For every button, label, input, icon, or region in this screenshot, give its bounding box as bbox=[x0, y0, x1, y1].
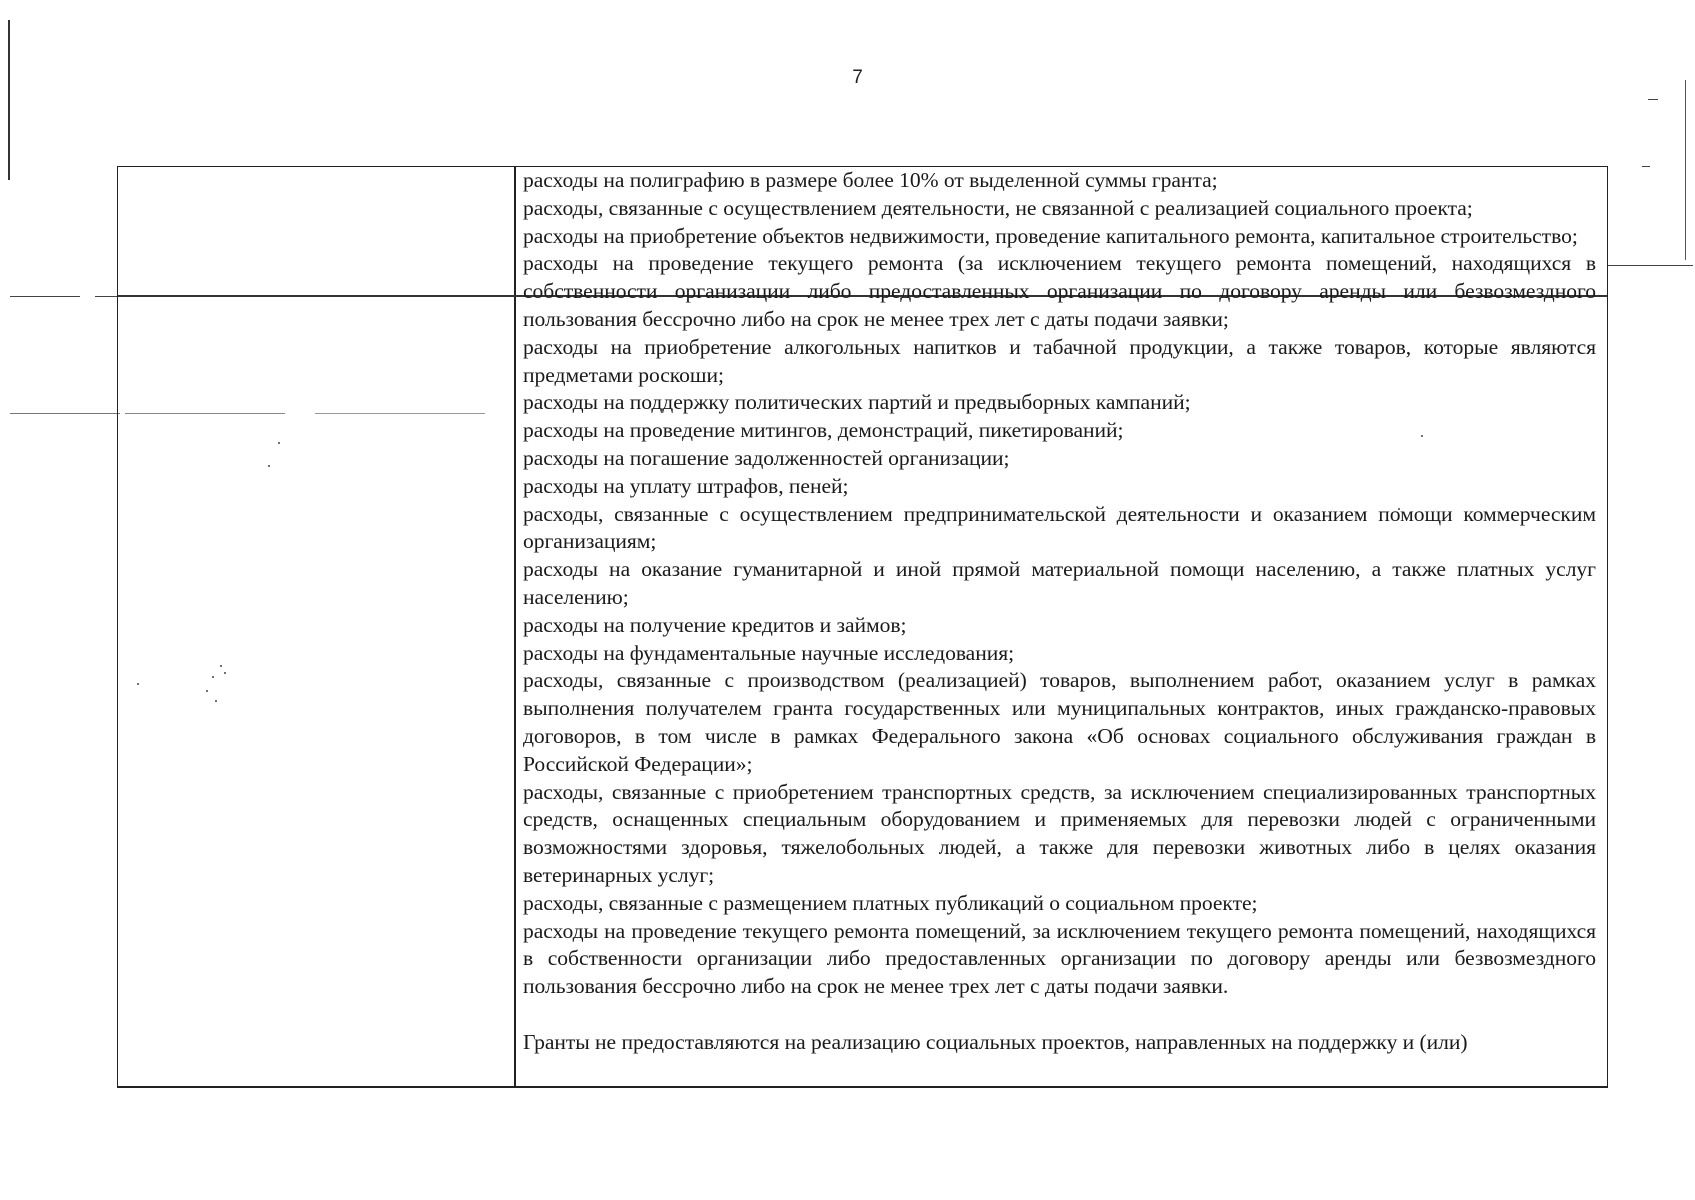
list-item: расходы, связанные с приобретением транспортных средств, за исключением специализированных транспортных средств, оснащенных специальным оборудованием и применяемых для перевозки людей с ограниченными возможностями здоровья, тяжелобольных людей, а также для перевозки животных либо в целях оказания ветеринарных услуг; bbox=[523, 779, 1596, 887]
table-left-cell bbox=[118, 167, 514, 1086]
list-item: расходы, связанные с производством (реализацией) товаров, выполнением работ, оказанием услуг в рамках выполнения получателем гранта государственных или муниципальных контрактов, иных гражданско-правовых договоров, в том числе в рамках Федерального закона «Об основах социального обслуживания граждан в Российской Федерации»; bbox=[523, 668, 1596, 776]
list-item: расходы на оказание гуманитарной и иной прямой материальной помощи населению, а также платных услуг населению; bbox=[523, 557, 1596, 609]
list-item: расходы на проведение текущего ремонта помещений, за исключением текущего ремонта помещений, находящихся в собственности организации либо предоставленных организации по договору аренды или безвозмездного пользования бессрочно либо на срок не менее трех лет с даты подачи заявки. bbox=[523, 918, 1596, 999]
scan-artifact bbox=[1608, 265, 1693, 266]
table-right-cell bbox=[523, 167, 1596, 1086]
list-item: расходы на полиграфию в размере более 10% от выделенной суммы гранта; bbox=[523, 168, 1218, 192]
closing-paragraph: Гранты не предоставляются на реализацию социальных проектов, направленных на поддержку и (или) bbox=[523, 1029, 1468, 1054]
list-item: расходы, связанные с осуществлением предпринимательской деятельности и оказанием помощи коммерческим организациям; bbox=[523, 501, 1596, 554]
scan-artifact bbox=[1648, 99, 1658, 100]
scan-edge-line bbox=[1685, 80, 1686, 260]
scan-edge-line bbox=[8, 20, 10, 180]
scan-artifact bbox=[95, 296, 117, 297]
page-number: 7 bbox=[852, 67, 863, 88]
scan-artifact bbox=[1642, 166, 1650, 167]
list-item: расходы на проведение митингов, демонстраций, пикетирований; bbox=[523, 418, 1124, 443]
table-column-divider bbox=[514, 167, 516, 1086]
list-item: расходы на погашение задолженностей организации; bbox=[523, 445, 1010, 470]
list-item: расходы на поддержку политических партий и предвыборных кампаний; bbox=[523, 390, 1191, 415]
scan-artifact bbox=[10, 413, 120, 414]
list-item: расходы на получение кредитов и займов; bbox=[523, 612, 907, 637]
paragraph-gap bbox=[523, 1001, 1596, 1029]
list-item: расходы, связанные с осуществлением деятельности, не связанной с реализацией социального проекта; bbox=[523, 195, 1473, 220]
document-table bbox=[117, 166, 1608, 1088]
list-item: расходы на проведение текущего ремонта (за исключением текущего ремонта помещений, находящихся в собственности организации либо предоставленных организации по договору аренды или безвозмездного пользования бессрочно либо на срок не менее трех лет с даты подачи заявки; bbox=[523, 251, 1596, 331]
list-item: расходы на уплату штрафов, пеней; bbox=[523, 473, 849, 498]
scan-artifact bbox=[10, 296, 80, 297]
list-item: расходы, связанные с размещением платных публикаций о социальном проекте; bbox=[523, 890, 1258, 915]
list-item: расходы на приобретение объектов недвижимости, проведение капитального ремонта, капитальное строительство; bbox=[523, 223, 1578, 248]
list-item: расходы на приобретение алкогольных напитков и табачной продукции, а также товаров, которые являются предметами роскоши; bbox=[523, 334, 1596, 387]
list-item: расходы на фундаментальные научные исследования; bbox=[523, 640, 1015, 665]
